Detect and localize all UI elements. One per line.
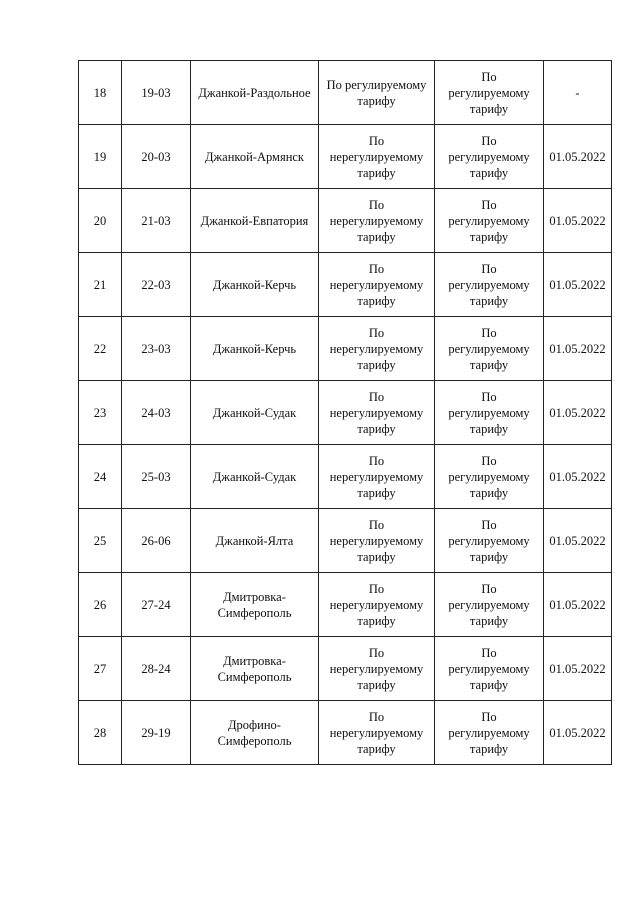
tariff-text-line: тарифу <box>357 421 396 436</box>
date-cell <box>544 317 612 381</box>
route-number-cell <box>122 637 191 701</box>
table-row <box>79 573 612 637</box>
date-cell <box>544 125 612 189</box>
tariff-text-line: По <box>481 261 497 276</box>
route-name-line: Джанкой-Ялта <box>215 533 294 548</box>
effective-date: 01.05.2022 <box>549 597 606 612</box>
table-row <box>79 253 612 317</box>
route-name-cell <box>191 509 319 573</box>
row-number: 18 <box>93 85 107 100</box>
tariff-type-cell <box>319 61 435 125</box>
route-number-cell <box>122 381 191 445</box>
tariff-text-line: нерегулируемому <box>329 213 424 228</box>
table-row <box>79 125 612 189</box>
row-number-cell <box>79 253 122 317</box>
date-cell <box>544 509 612 573</box>
tariff-text-line: нерегулируемому <box>329 661 424 676</box>
tariff-type-cell <box>319 637 435 701</box>
route-number-cell <box>122 125 191 189</box>
tariff-text-line: По <box>368 133 385 148</box>
date-cell <box>544 637 612 701</box>
tariff-text-line: регулируемому <box>448 149 530 164</box>
effective-date: 01.05.2022 <box>549 533 606 548</box>
planned-tariff-cell <box>435 381 544 445</box>
tariff-type-cell <box>319 317 435 381</box>
route-name-line: Симферополь <box>217 669 292 684</box>
route-name-line: Дмитровка- <box>223 589 286 604</box>
tariff-text-line: тарифу <box>469 357 509 372</box>
row-number: 22 <box>93 341 107 356</box>
table-row <box>79 509 612 573</box>
table-row <box>79 381 612 445</box>
route-number: 19-03 <box>141 85 171 100</box>
route-name-cell <box>191 445 319 509</box>
route-name-cell <box>191 381 319 445</box>
tariff-text-line: регулируемому <box>448 405 530 420</box>
row-number: 19 <box>93 149 107 164</box>
planned-tariff-cell <box>435 317 544 381</box>
route-name-line: Симферополь <box>217 733 292 748</box>
tariff-text-line: тарифу <box>469 421 509 436</box>
route-name-line: Джанкой-Евпатория <box>200 213 309 228</box>
effective-date: 01.05.2022 <box>549 213 606 228</box>
tariff-text-line: тарифу <box>357 485 396 500</box>
tariff-text-line: нерегулируемому <box>329 725 424 740</box>
tariff-text-line: По <box>481 133 497 148</box>
effective-date: 01.05.2022 <box>549 149 606 164</box>
tariff-text-line: тарифу <box>357 229 396 244</box>
route-number: 22-03 <box>141 277 171 292</box>
route-number-cell <box>122 445 191 509</box>
effective-date: 01.05.2022 <box>549 469 606 484</box>
planned-tariff-cell <box>435 125 544 189</box>
route-name-cell <box>191 61 319 125</box>
planned-tariff-cell <box>435 445 544 509</box>
tariff-type-cell <box>319 509 435 573</box>
route-name-cell <box>191 189 319 253</box>
date-cell <box>544 381 612 445</box>
row-number: 23 <box>93 405 107 420</box>
tariff-text-line: тарифу <box>469 293 509 308</box>
tariff-text-line: По <box>481 581 497 596</box>
row-number-cell <box>79 189 122 253</box>
tariff-text-line: тарифу <box>469 549 509 564</box>
tariff-text-line: По <box>368 709 385 724</box>
row-number-cell <box>79 637 122 701</box>
tariff-type-cell <box>319 125 435 189</box>
route-name-line: Симферополь <box>217 605 292 620</box>
route-name-cell <box>191 253 319 317</box>
tariff-text-line: По <box>481 453 497 468</box>
route-name-cell <box>191 317 319 381</box>
tariff-text-line: тарифу <box>469 165 509 180</box>
tariff-text-line: тарифу <box>469 101 509 116</box>
tariff-text-line: тарифу <box>357 613 396 628</box>
table-row <box>79 701 612 765</box>
tariff-text-line: По <box>481 197 497 212</box>
tariff-text-line: тарифу <box>469 677 509 692</box>
table-row <box>79 61 612 125</box>
tariff-text-line: По <box>481 645 497 660</box>
routes-table-body <box>79 61 612 765</box>
route-number: 24-03 <box>141 405 171 420</box>
tariff-text-line: нерегулируемому <box>329 405 424 420</box>
row-number: 20 <box>93 213 107 228</box>
table-row <box>79 637 612 701</box>
tariff-text-line: регулируемому <box>448 661 530 676</box>
tariff-text-line: регулируемому <box>448 341 530 356</box>
route-name-line: Дмитровка- <box>223 653 286 668</box>
row-number-cell <box>79 125 122 189</box>
planned-tariff-cell <box>435 61 544 125</box>
tariff-text-line: регулируемому <box>448 277 530 292</box>
tariff-text-line: По <box>481 325 497 340</box>
tariff-text-line: тарифу <box>357 677 396 692</box>
effective-date: 01.05.2022 <box>549 277 606 292</box>
date-cell <box>544 573 612 637</box>
tariff-text-line: тарифу <box>357 741 396 756</box>
tariff-text-line: тарифу <box>469 613 509 628</box>
route-number-cell <box>122 509 191 573</box>
date-cell <box>544 445 612 509</box>
route-number: 20-03 <box>141 149 171 164</box>
route-name-line: Джанкой-Керчь <box>212 277 297 292</box>
planned-tariff-cell <box>435 637 544 701</box>
tariff-text-line: регулируемому <box>448 533 530 548</box>
route-number-cell <box>122 701 191 765</box>
tariff-type-cell <box>319 381 435 445</box>
route-name-line: Джанкой-Армянск <box>205 149 304 164</box>
planned-tariff-cell <box>435 189 544 253</box>
route-name-cell <box>191 637 319 701</box>
route-number-cell <box>122 317 191 381</box>
tariff-text-line: нерегулируемому <box>329 597 424 612</box>
planned-tariff-cell <box>435 573 544 637</box>
tariff-text-line: По <box>481 69 497 84</box>
route-number: 27-24 <box>141 597 171 612</box>
route-number: 21-03 <box>141 213 171 228</box>
tariff-type-cell <box>319 253 435 317</box>
route-name-line: Джанкой-Раздольное <box>198 85 311 100</box>
tariff-text-line: регулируемому <box>448 597 530 612</box>
route-number: 26-06 <box>141 533 171 548</box>
tariff-text-line: нерегулируемому <box>329 341 424 356</box>
route-number: 23-03 <box>141 341 171 356</box>
table-row <box>79 317 612 381</box>
tariff-text-line: По <box>368 325 385 340</box>
tariff-text-line: тарифу <box>357 549 396 564</box>
tariff-text-line: По <box>368 517 385 532</box>
tariff-text-line: тарифу <box>357 293 396 308</box>
tariff-text-line: тарифу <box>469 741 509 756</box>
effective-date: 01.05.2022 <box>549 725 606 740</box>
route-name-cell <box>191 125 319 189</box>
route-number: 28-24 <box>141 661 171 676</box>
date-cell <box>544 61 612 125</box>
routes-table <box>78 60 612 765</box>
tariff-text-line: тарифу <box>469 229 509 244</box>
row-number: 27 <box>93 661 107 676</box>
date-cell <box>544 253 612 317</box>
date-cell <box>544 701 612 765</box>
tariff-text-line: тарифу <box>357 93 396 108</box>
row-number-cell <box>79 573 122 637</box>
route-number-cell <box>122 61 191 125</box>
table-row <box>79 189 612 253</box>
tariff-text-line: нерегулируемому <box>329 469 424 484</box>
tariff-text-line: нерегулируемому <box>329 149 424 164</box>
tariff-text-line: тарифу <box>469 485 509 500</box>
route-number: 29-19 <box>141 725 171 740</box>
route-number-cell <box>122 189 191 253</box>
row-number-cell <box>79 445 122 509</box>
tariff-type-cell <box>319 445 435 509</box>
planned-tariff-cell <box>435 701 544 765</box>
row-number-cell <box>79 317 122 381</box>
route-number-cell <box>122 253 191 317</box>
row-number-cell <box>79 61 122 125</box>
tariff-text-line: тарифу <box>357 357 396 372</box>
tariff-type-cell <box>319 701 435 765</box>
tariff-text-line: По регулируемому <box>326 77 427 92</box>
effective-date: 01.05.2022 <box>549 341 606 356</box>
row-number-cell <box>79 701 122 765</box>
planned-tariff-cell <box>435 509 544 573</box>
tariff-type-cell <box>319 573 435 637</box>
planned-tariff-cell <box>435 253 544 317</box>
tariff-text-line: нерегулируемому <box>329 533 424 548</box>
tariff-type-cell <box>319 189 435 253</box>
route-number: 25-03 <box>141 469 171 484</box>
tariff-text-line: По <box>481 389 497 404</box>
tariff-text-line: регулируемому <box>448 85 530 100</box>
tariff-text-line: По <box>368 261 385 276</box>
tariff-text-line: По <box>368 453 385 468</box>
row-number: 26 <box>93 597 107 612</box>
date-cell <box>544 189 612 253</box>
route-name-line: Дрофино- <box>228 717 281 732</box>
row-number: 21 <box>93 277 107 292</box>
tariff-text-line: регулируемому <box>448 213 530 228</box>
tariff-text-line: регулируемому <box>448 469 530 484</box>
route-number-cell <box>122 573 191 637</box>
route-name-cell <box>191 701 319 765</box>
effective-date: 01.05.2022 <box>549 661 606 676</box>
tariff-text-line: регулируемому <box>448 725 530 740</box>
row-number: 24 <box>93 469 107 484</box>
effective-date: - <box>575 85 580 100</box>
row-number: 28 <box>93 725 107 740</box>
route-name-line: Джанкой-Судак <box>212 469 297 484</box>
tariff-text-line: По <box>368 581 385 596</box>
row-number-cell <box>79 509 122 573</box>
tariff-text-line: нерегулируемому <box>329 277 424 292</box>
tariff-text-line: По <box>481 709 497 724</box>
effective-date: 01.05.2022 <box>549 405 606 420</box>
table-row <box>79 445 612 509</box>
row-number-cell <box>79 381 122 445</box>
tariff-text-line: По <box>481 517 497 532</box>
tariff-text-line: По <box>368 197 385 212</box>
route-name-line: Джанкой-Керчь <box>212 341 297 356</box>
row-number: 25 <box>93 533 107 548</box>
tariff-text-line: По <box>368 389 385 404</box>
tariff-text-line: тарифу <box>357 165 396 180</box>
tariff-text-line: По <box>368 645 385 660</box>
route-name-line: Джанкой-Судак <box>212 405 297 420</box>
route-name-cell <box>191 573 319 637</box>
